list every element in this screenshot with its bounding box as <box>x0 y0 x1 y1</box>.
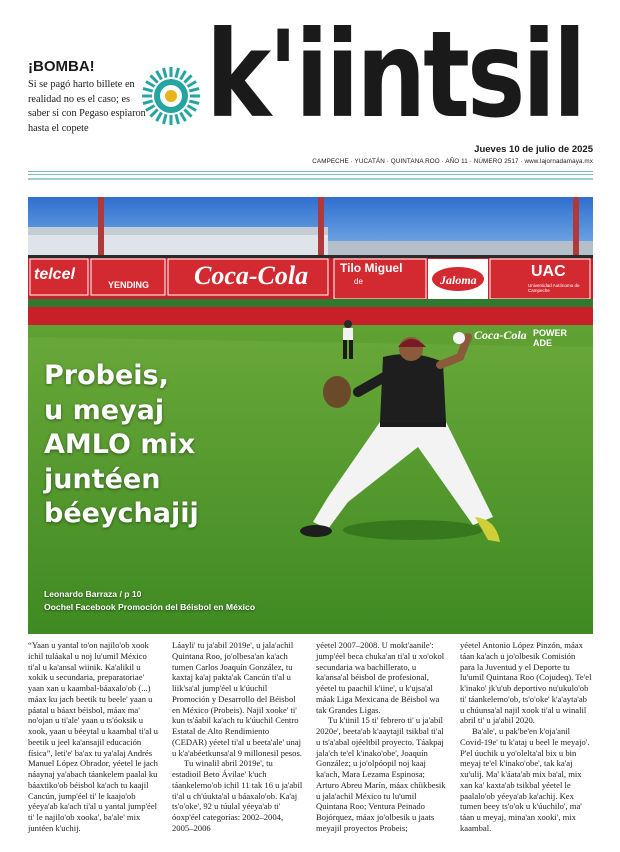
credit-source: Oochel Facebook Promoción del Béisbol en México <box>44 602 256 612</box>
headline[interactable] <box>44 359 199 532</box>
paragraph: Láayli' tu ja'abil 2019e', u jala'achil Quintana Roo, jo'olbesa'an ka'ach tumen Carlos Joaquín González, tu kaxtaj ka'aj pakta'ak Cancún ti'al u liik'sa'al jump'éel u k'úuchil Promoción y Desarrollo del Béisbol en México (Probeis). Najil xooke' ti' kun ts'áabil ka'ach tu k'úuchil Centro Estatal de Alto Rendimiento (CEDAR) yéetel ti'al u beeta'ale' unaj u k'a'abéetkunsa'al 9 millonesil pesos. <box>172 640 302 758</box>
sun-ray <box>150 75 157 82</box>
divider <box>28 174 593 175</box>
sign-telcel: telcel <box>34 266 75 283</box>
paragraph: Ba'ale', u pak'be'en k'oja'anil Covid-19e' tu k'ataj u beel le meyajo'. P'el úuchik u yo'olelta'al bix u bin meyaj te'el k'inako'obe', tak ka'aj xu'ulij. Ma' k'áata'ab mix ba'al, mix xan ka' kaxta'ab tsikbal yéetel le paalalo'ob yéeya'ab ka'achij. Kex tumen beey ts'o'ok u k'úuchilo', ma' táan u meyaj, mina'an xooki', mix kaambal. <box>460 726 590 833</box>
sign-cocacola: Coca-Cola <box>194 261 309 290</box>
sun-ray <box>163 68 166 78</box>
photo-credit <box>44 588 255 614</box>
paragraph: Tu k'iinil 15 ti' febrero ti' u ja'abil 2020e', beeta'ab k'aaytajil tsikbal ti'al u ts'a'abal ojéeltbil proyecto. Táakpaj jala'ch te'el k'inako'obe', Joaquín González; u jo'olpóopil noj kaaj ka'ach, Mara Lezama Espinosa; Arturo Abreu Marín, máax chíikbesik u jala'achil México tu lu'umil Quintana Roo; Ventura Peinado Bojórquez, máax jo'olbesik u jaats meyajil proyectos Probeis; <box>316 715 446 833</box>
sun-ray <box>157 71 162 80</box>
sun-logo-icon <box>141 66 201 126</box>
sun-ray <box>187 82 196 87</box>
sun-ray <box>146 106 155 111</box>
sign-tilo: Tilo Miguel <box>340 261 403 275</box>
sign-uac-sub: Universidad Autónoma de Campeche <box>528 283 580 293</box>
sun-ray <box>157 112 162 121</box>
sign-cocacola-small: Coca-Cola <box>474 328 527 342</box>
issue-date: Jueves 10 de julio de 2025 <box>474 144 593 155</box>
headline-line: béeychajij <box>44 498 199 529</box>
credit-author: Leonardo Barraza / p 10 <box>44 589 142 599</box>
divider <box>28 178 593 180</box>
sun-ray <box>143 101 153 104</box>
sun-ray <box>176 68 179 78</box>
headline-line: Probeis, <box>44 360 169 391</box>
sun-ray <box>187 106 196 111</box>
teaser-text: Si se pagó harto billete en realidad no es el caso; es saber si con Pegaso espiaron hasta el copete <box>28 79 146 134</box>
headline-line: AMLO mix <box>44 429 196 460</box>
sign-tilo-de: de <box>354 277 363 286</box>
divider <box>28 171 593 172</box>
masthead-title[interactable]: k'iintsil <box>206 6 584 146</box>
sign-powerade: POWER ADE <box>533 328 568 348</box>
article-column-2 <box>172 640 304 834</box>
article-body <box>28 640 593 840</box>
headline-line: u meyaj <box>44 394 165 426</box>
sun-ray <box>181 112 186 121</box>
paragraph: Tu winalil abril 2019e', tu estadioil Beto Ávilae' k'uch táankelemo'ob ichil 11 tak 16 u ja'abil ti'al u ch'úukta'al u báaxalo'ob. Ka'aj ts'o'oke', 92 u túulal yéeya'ab ti' óoxp'éel categorías: 2002–2004, 2005–2006 <box>172 758 303 833</box>
headline-line: juntéen <box>44 463 161 495</box>
sun-ray <box>189 88 199 91</box>
sun-ray <box>176 114 179 124</box>
sun-ray <box>181 71 186 80</box>
teaser-title: ¡BOMBA! <box>28 58 95 75</box>
sun-ray <box>143 88 153 91</box>
sun-ray <box>146 82 155 87</box>
sun-ray <box>150 109 157 116</box>
sun-ray <box>184 109 191 116</box>
edition-line: CAMPECHE · YUCATÁN · QUINTANA ROO · AÑO 11 · NÚMERO 2517 · www.lajornadamaya.mx <box>312 158 593 165</box>
article-column-1 <box>28 640 160 834</box>
sign-jaloma: Jaloma <box>440 273 477 287</box>
teaser <box>28 58 148 136</box>
paragraph: yéetel Antonio López Pinzón, máax táan ka'ach u jo'olbesik Comisión para la Juventud y el Deporte tu lu'umil Quintana Roo (Cojudeq). Te'el k'inako' jk'u'ub deportivo nu'ukulo'ob ti' táankelemo'ob, ts'o'oke' k'a'ayta'ab u chúunsa'al najil xook ti'al u winalil abril ti' u ja'abil 2020. <box>460 640 592 726</box>
article-column-3 <box>316 640 448 834</box>
sun-ray <box>163 114 166 124</box>
article-column-4 <box>460 640 592 834</box>
paragraph: yéetel 2007–2008. U mokt'aanile': jump'éel beca chuka'an ti'al u xo'okol secundaria wa bachillerato, u ka'ansa'al béisbol de profesional, yéetel tu paachil k'iine', u k'ujsa'al máak Liga Mexicana de Béisbol wa tak Grandes Ligas. <box>316 640 445 715</box>
sign-yending: YENDING <box>108 280 150 290</box>
sun-ray <box>189 101 199 104</box>
paragraph: “Yaan u yantal to'on najilo'ob xook ichil tuláakal u noj lu'umil México ti'al u ka'ansal wiinik. Ka'alikil u xokik u secundaria, preparatoriae' yaan xan u kaambal-báaxalo'ob (...) máax ku jach beetik tu beele' yaan u páatal u báaxt béisbol, máax ma' no'ojan u ti'ale' yaan u ts'óoksik u xook, yaan u béeytal u kaambal ti'al u beetik u jeel ka'ansajil educación física”, leti'e' ba'ax tu ya'alaj Andrés Manuel López Obrador, yéetel le jach náaynaj ya'abach táankelem paalal ku báaxtiko'ob béisbol ka'ach tu kaajil Cancún, jump'éel ti' le kaajo'ob yéeya'ab ka'ach ti'al u yantal jump'éel ti' le najilo'ob xooka', ba'ale' mix juntéen k'uchij. <box>28 640 158 833</box>
sign-uac: UAC <box>531 263 566 280</box>
cover-photo <box>28 197 593 634</box>
sun-ray <box>184 75 191 82</box>
